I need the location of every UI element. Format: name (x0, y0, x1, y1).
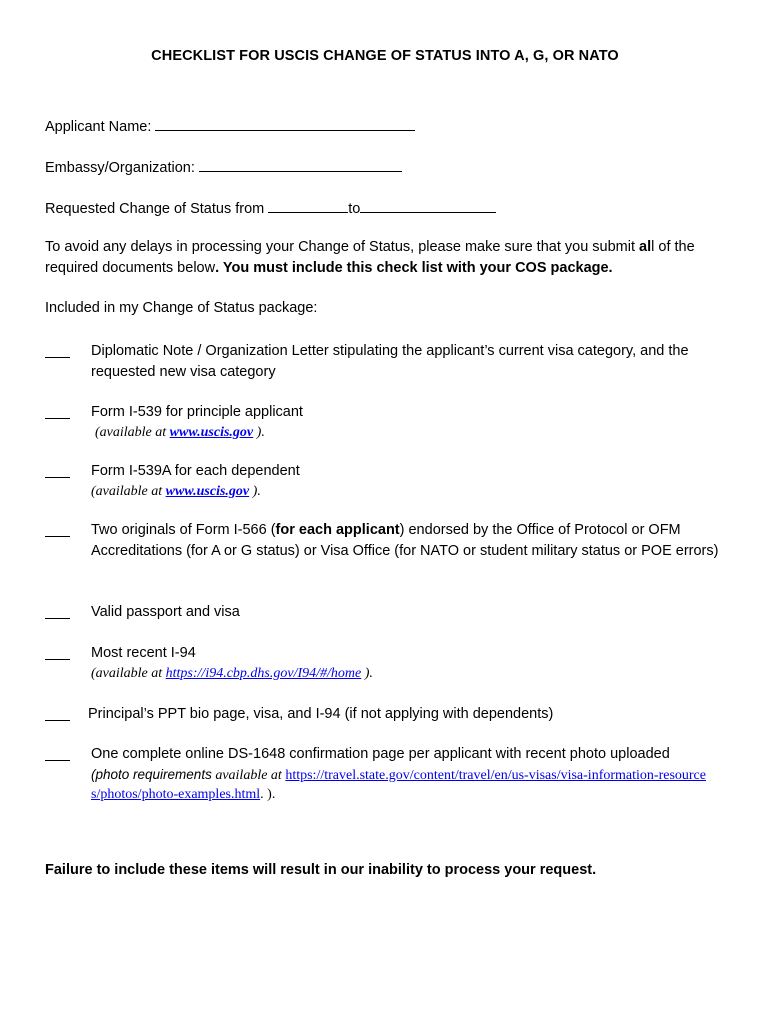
footer-warning: Failure to include these items will result in our inability to process your request. (45, 862, 597, 878)
item-text: Valid passport and visa (91, 604, 240, 620)
applicant-name-label: Applicant Name: (45, 119, 152, 135)
item-text: Form I-539 for principle applicant (91, 404, 303, 420)
avail-suffix: . ). (260, 786, 276, 802)
checkbox-line[interactable] (45, 461, 70, 478)
uscis-link[interactable]: www.uscis.gov (165, 483, 250, 499)
item-text: One complete online DS-1648 confirmation page per applicant with recent photo uploaded (91, 746, 670, 762)
checkbox-line[interactable] (45, 643, 70, 660)
intro-text: To avoid any delays in processing your Change of Status, please make sure that you submit (45, 239, 640, 255)
i94-link[interactable]: https://i94.cbp.dhs.gov/I94/#/home (165, 665, 362, 681)
embassy-field[interactable] (199, 157, 402, 172)
availability-note (91, 664, 731, 685)
item-text: Form I-539A for each dependent (91, 463, 300, 479)
avail-suffix: ). (249, 483, 261, 499)
status-label: Requested Change of Status from (45, 201, 265, 217)
embassy-row (45, 157, 402, 176)
avail-suffix: ). (361, 665, 373, 681)
photo-examples-link[interactable]: https://travel.state.gov/content/travel/en/us-visas/visa-information-resources/photos/photo-examples.html (91, 767, 706, 802)
intro-paragraph (45, 237, 735, 279)
avail-prefix: (available at (91, 483, 166, 499)
checkbox-line[interactable] (45, 704, 70, 721)
availability-note (91, 482, 731, 503)
item-text: Diplomatic Note / Organization Letter stipulating the applicant’s current visa category, and the requested new visa category (91, 343, 689, 380)
item-content (91, 744, 711, 804)
item-emphasis: for each applicant (275, 522, 400, 538)
page-title: CHECKLIST FOR USCIS CHANGE OF STATUS INTO A, G, OR NATO (151, 48, 619, 64)
item-content (91, 643, 731, 684)
avail-text: available at (211, 767, 286, 783)
checkbox-line[interactable] (45, 520, 70, 537)
checkbox-line[interactable] (45, 402, 70, 419)
photo-requirements-note (91, 765, 711, 804)
checkbox-line[interactable] (45, 602, 70, 619)
item-text-a: Two originals of Form I-566 ( (91, 522, 276, 538)
item-text: Most recent I-94 (91, 645, 196, 661)
avail-suffix: ). (253, 424, 265, 440)
availability-note (91, 423, 731, 444)
status-to-field[interactable] (360, 198, 496, 213)
applicant-name-field[interactable] (155, 116, 415, 131)
status-to-label: to (348, 201, 361, 217)
intro-text-cont: l of the required documents below (45, 239, 695, 276)
item-text-b: ) endorsed by the Office of Protocol or OFM Accreditations (for A or G status) or Visa Office (for NATO or student military status or POE errors) (91, 522, 719, 559)
intro-emphasis: al (639, 239, 652, 255)
item-content (91, 461, 731, 502)
item-content (91, 402, 731, 443)
status-from-field[interactable] (268, 198, 348, 213)
photo-req-label: (photo requirements (91, 766, 212, 782)
item-text: Principal’s PPT bio page, visa, and I-94 (if not applying with dependents) (88, 706, 554, 722)
avail-prefix: (available at (91, 665, 166, 681)
status-row (45, 198, 496, 217)
avail-prefix: (available at (95, 424, 170, 440)
embassy-label: Embassy/Organization: (45, 160, 195, 176)
applicant-name-row (45, 116, 415, 135)
intro-requirement: . You must include this check list with your COS package. (215, 260, 613, 276)
uscis-link[interactable]: www.uscis.gov (169, 424, 254, 440)
checkbox-line[interactable] (45, 341, 70, 358)
included-heading: Included in my Change of Status package: (45, 300, 318, 316)
item-text (91, 520, 731, 561)
checkbox-line[interactable] (45, 744, 70, 761)
